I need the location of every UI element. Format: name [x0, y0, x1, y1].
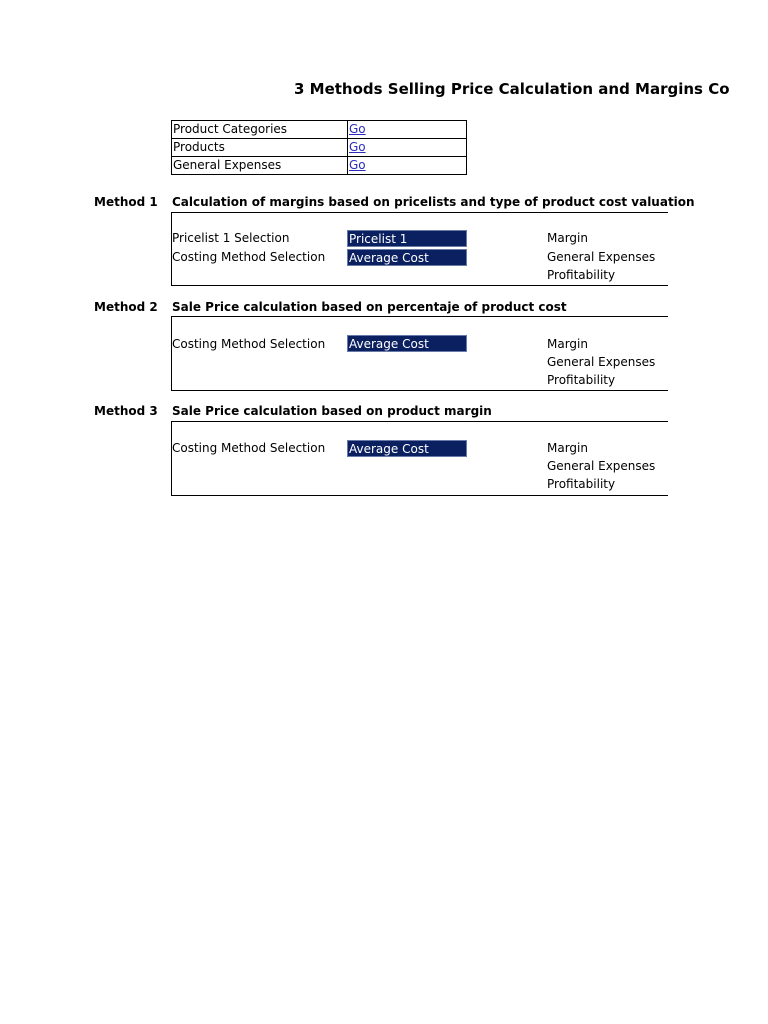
costing-method-label: Costing Method Selection	[172, 441, 326, 455]
method-3-label: Method 3	[94, 404, 158, 418]
nav-label: Product Categories	[172, 121, 348, 139]
page-title: 3 Methods Selling Price Calculation and Margins Co	[294, 80, 730, 98]
go-link-general-expenses[interactable]: Go	[349, 158, 366, 172]
margin-label: Margin	[547, 441, 588, 455]
nav-row-general-expenses	[172, 157, 467, 175]
general-expenses-label: General Expenses	[547, 250, 656, 264]
nav-label: General Expenses	[172, 157, 348, 175]
costing-method-selector-1[interactable]: Average Cost	[347, 249, 467, 266]
method-2-heading: Sale Price calculation based on percentaje of product cost	[172, 300, 567, 314]
nav-row-products	[172, 139, 467, 157]
profitability-label: Profitability	[547, 373, 616, 387]
margin-label: Margin	[547, 337, 588, 351]
go-link-product-categories[interactable]: Go	[349, 122, 366, 136]
general-expenses-label: General Expenses	[547, 355, 656, 369]
pricelist-selector[interactable]: Pricelist 1	[347, 230, 467, 247]
pricelist-selection-label: Pricelist 1 Selection	[172, 231, 290, 245]
profitability-label: Profitability	[547, 268, 616, 282]
method-1-heading: Calculation of margins based on pricelists and type of product cost valuation	[172, 195, 695, 209]
general-expenses-label: General Expenses	[547, 459, 656, 473]
costing-method-selector-2[interactable]: Average Cost	[347, 335, 467, 352]
costing-method-label: Costing Method Selection	[172, 250, 326, 264]
profitability-label: Profitability	[547, 477, 616, 491]
nav-label: Products	[172, 139, 348, 157]
margin-label: Margin	[547, 231, 588, 245]
costing-method-selector-3[interactable]: Average Cost	[347, 440, 467, 457]
method-1-label: Method 1	[94, 195, 158, 209]
navigation-table	[171, 120, 467, 175]
nav-row-product-categories	[172, 121, 467, 139]
method-3-heading: Sale Price calculation based on product margin	[172, 404, 492, 418]
go-link-products[interactable]: Go	[349, 140, 366, 154]
method-2-label: Method 2	[94, 300, 158, 314]
costing-method-label: Costing Method Selection	[172, 337, 326, 351]
